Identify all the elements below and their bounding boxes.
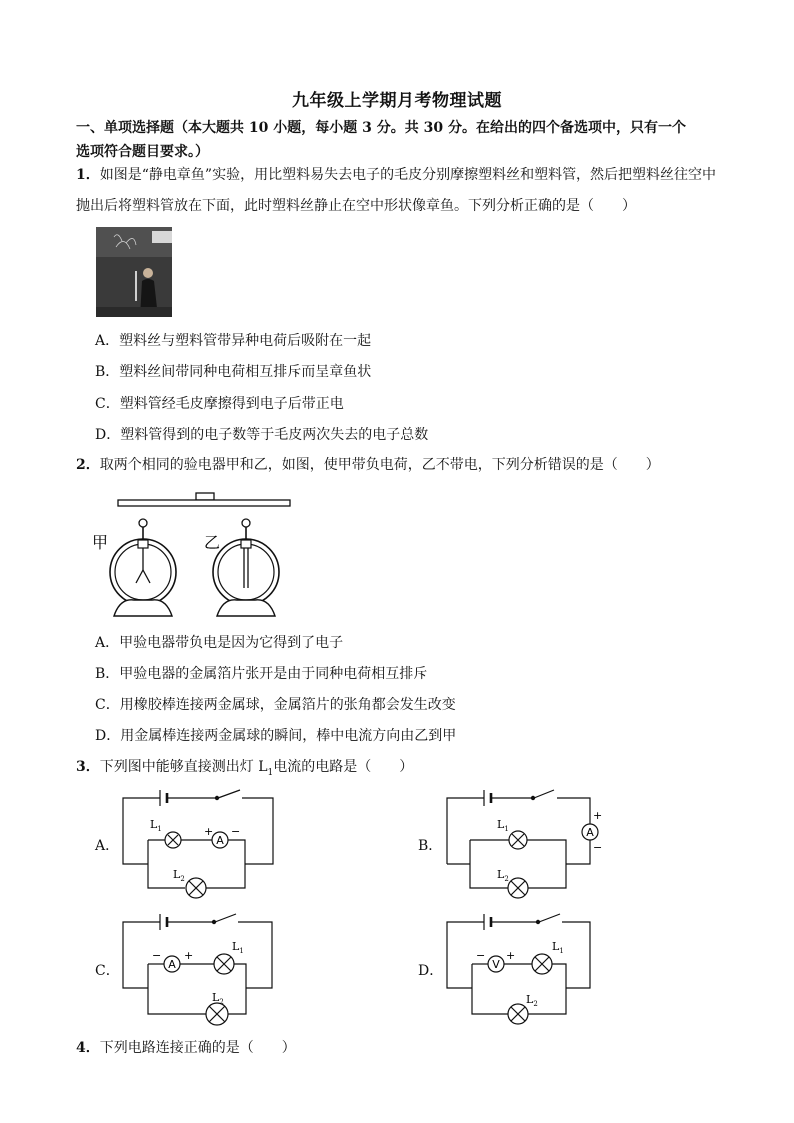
voltmeter-icon: V bbox=[492, 958, 500, 971]
svg-text:L2: $L_2$ bbox=[173, 868, 185, 883]
svg-text:L1: $L_1$ bbox=[552, 940, 564, 955]
question-4-number: 4． bbox=[76, 1040, 100, 1056]
ammeter-icon: A bbox=[168, 958, 176, 971]
svg-text:L2: $L_2$ bbox=[497, 868, 509, 883]
question-3-stem-text-a: 下列图中能够直接测出灯 L bbox=[99, 759, 268, 775]
static-octopus-photo bbox=[96, 227, 172, 317]
svg-text:+: + bbox=[593, 809, 603, 822]
svg-text:−: − bbox=[152, 949, 162, 962]
question-2-option-c: C．用橡胶棒连接两金属球，金属箔片的张角都会发生改变 bbox=[95, 697, 456, 713]
question-1-option-c: C．塑料管经毛皮摩擦得到电子后带正电 bbox=[95, 396, 344, 412]
svg-text:L1: $L_1$ bbox=[150, 818, 162, 833]
circuit-b-label: B． bbox=[418, 838, 443, 854]
svg-text:L1: $L_1$ bbox=[497, 818, 509, 833]
question-2-stem-text: 取两个相同的验电器甲和乙，如图，使甲带负电荷，乙不带电，下列分析错误的是（ ） bbox=[99, 457, 660, 473]
question-3-stem-text-b: 电流的电路是（ ） bbox=[273, 759, 414, 775]
circuit-c bbox=[118, 908, 288, 1028]
question-1-stem-line1: 如图是“静电章鱼”实验，用比塑料易失去电子的毛皮分别摩擦塑料丝和塑料管，然后把塑料丝往空中 bbox=[99, 167, 717, 183]
svg-text:−: − bbox=[476, 949, 486, 962]
circuit-a-label: A． bbox=[95, 838, 120, 854]
svg-text:+: + bbox=[184, 949, 194, 962]
svg-text:L2: $L_2$ bbox=[526, 993, 538, 1008]
circuit-a bbox=[118, 788, 288, 898]
question-1-option-b: B．塑料丝间带同种电荷相互排斥而呈章鱼状 bbox=[95, 364, 372, 380]
svg-text:+: + bbox=[204, 825, 214, 838]
question-3-stem bbox=[76, 752, 766, 789]
question-2-number: 2． bbox=[76, 457, 100, 473]
question-3-number: 3． bbox=[76, 759, 100, 775]
question-4-stem bbox=[76, 1033, 766, 1064]
svg-text:L1: $L_1$ bbox=[232, 940, 244, 955]
svg-text:L2: $L_2$ bbox=[212, 991, 224, 1006]
section-heading bbox=[76, 116, 756, 164]
question-2-option-b: B．甲验电器的金属箔片张开是由于同种电荷相互排斥 bbox=[95, 666, 428, 682]
circuit-d bbox=[442, 908, 612, 1028]
question-2-option-d: D．用金属棒连接两金属球的瞬间，棒中电流方向由乙到甲 bbox=[95, 728, 457, 744]
label-jia: 甲 bbox=[92, 533, 109, 552]
question-2-option-a: A．甲验电器带负电是因为它得到了电子 bbox=[95, 635, 344, 651]
svg-text:+: + bbox=[506, 949, 516, 962]
question-1-option-d: D．塑料管得到的电子数等于毛皮两次失去的电子总数 bbox=[95, 427, 429, 443]
page-title: 九年级上学期月考物理试题 bbox=[292, 91, 502, 111]
question-2-stem bbox=[76, 450, 766, 481]
svg-text:−: − bbox=[231, 825, 241, 838]
question-1-stem bbox=[76, 160, 766, 222]
ammeter-icon: A bbox=[586, 826, 594, 839]
question-1-number: 1． bbox=[76, 167, 100, 183]
section-heading-line1: 一、单项选择题（本大题共 10 小题，每小题 3 分。共 30 分。在给出的四个备选项中，只有一个 bbox=[76, 120, 686, 136]
electroscope-yi bbox=[213, 519, 279, 616]
electroscope-jia bbox=[110, 519, 176, 616]
question-1-stem-line2: 抛出后将塑料管放在下面，此时塑料丝静止在空中形状像章鱼。下列分析正确的是（ ） bbox=[76, 198, 636, 214]
svg-text:−: − bbox=[593, 841, 603, 854]
circuit-c-label: C． bbox=[95, 963, 120, 979]
label-yi: 乙 bbox=[204, 533, 221, 552]
circuit-b bbox=[442, 788, 612, 898]
ammeter-icon: A bbox=[216, 834, 224, 847]
circuit-d-label: D． bbox=[418, 963, 444, 979]
question-4-stem-text: 下列电路连接正确的是（ ） bbox=[99, 1040, 296, 1056]
electroscope-figure bbox=[92, 490, 292, 620]
question-1-option-a: A．塑料丝与塑料管带异种电荷后吸附在一起 bbox=[95, 333, 372, 349]
section-heading-line2: 选项符合题目要求。） bbox=[76, 144, 209, 160]
question-3-stem-subscript: 1 bbox=[267, 767, 274, 778]
